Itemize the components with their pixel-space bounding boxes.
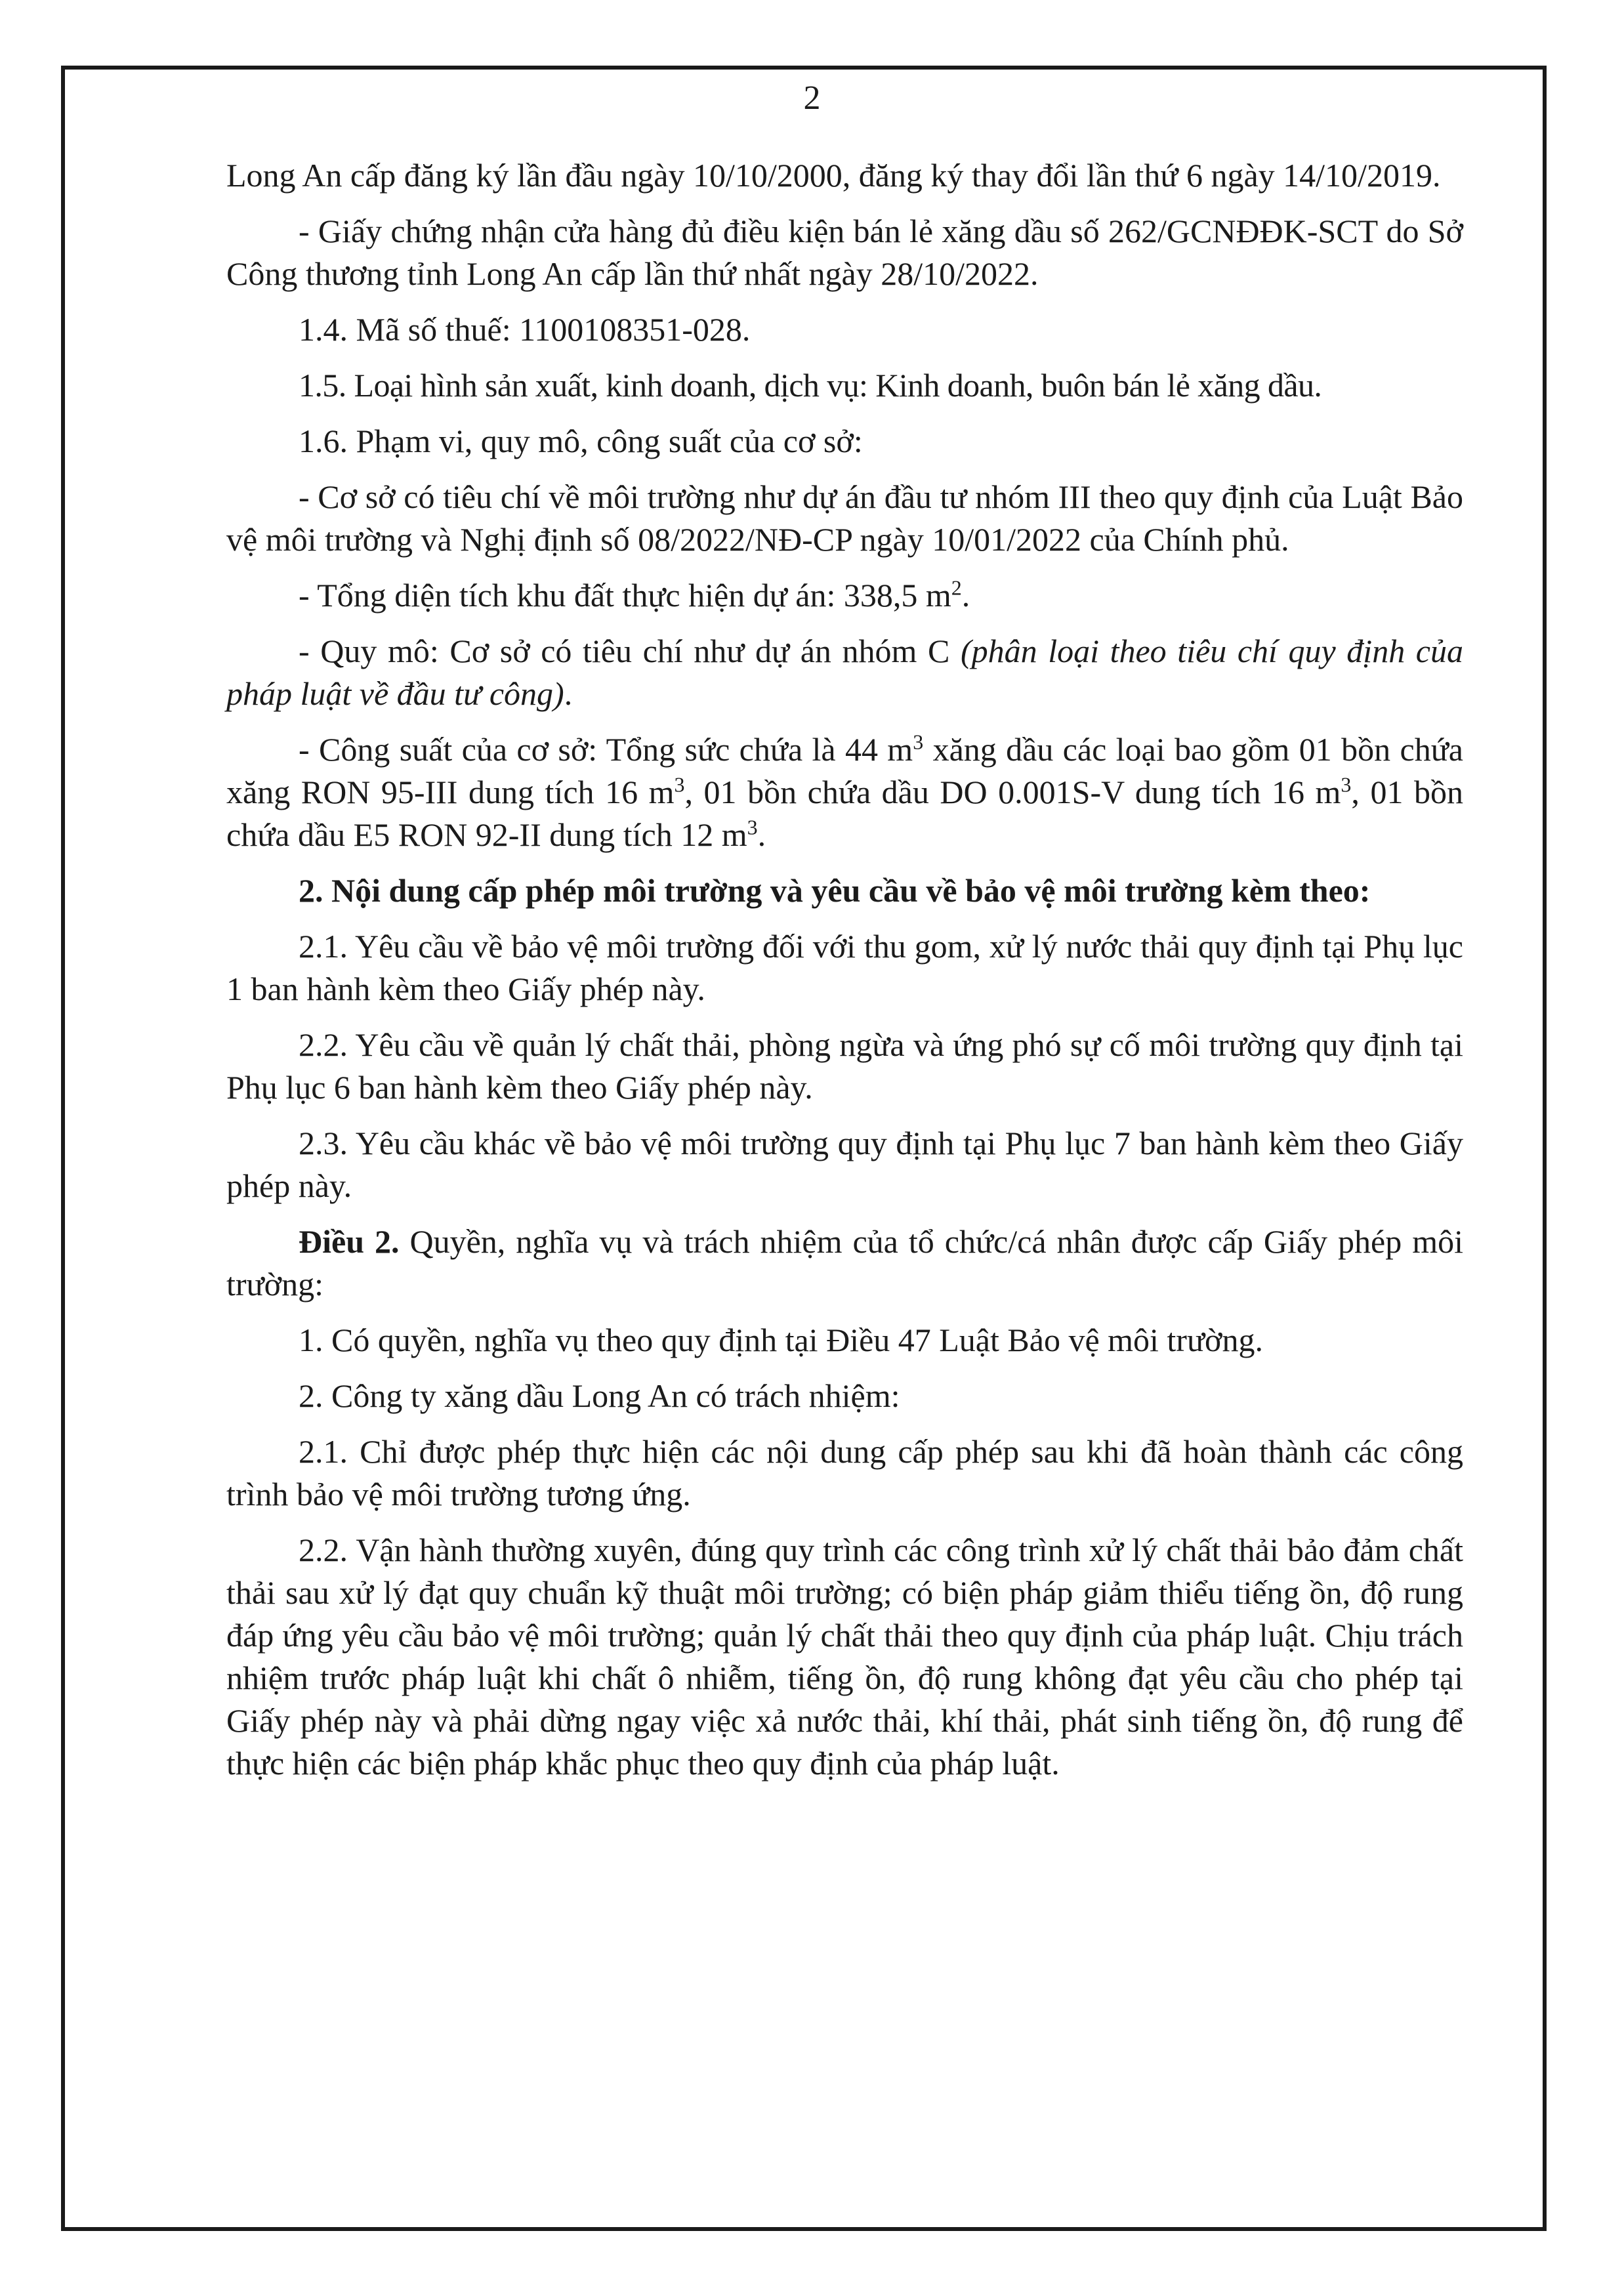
document-body xyxy=(226,154,1463,1798)
total-area-end: . xyxy=(961,577,970,614)
paragraph-waste-management-requirement: 2.2. Yêu cầu về quản lý chất thải, phòng ngừa và ứng phó sự cố môi trường quy định tại Phụ lục 6 ban hành kèm theo Giấy phép này. xyxy=(226,1026,1463,1106)
section-heading-permit-content: 2. Nội dung cấp phép môi trường và yêu cầu về bảo vệ môi trường kèm theo: xyxy=(299,872,1371,909)
paragraph-capacity xyxy=(226,728,1463,856)
paragraph-total-area xyxy=(226,574,1463,617)
paragraph-scope-heading: 1.6. Phạm vi, quy mô, công suất của cơ sở: xyxy=(299,423,863,459)
capacity-text-3: , 01 bồn chứa dầu DO 0.001S-V dung tích 16 m xyxy=(684,774,1341,810)
volume-superscript-2: 3 xyxy=(674,772,685,797)
paragraph-article-2 xyxy=(226,1220,1463,1306)
project-scale-italic-note: (phân loại theo tiêu chí quy định của pháp luật về đầu tư công) xyxy=(226,633,1463,712)
article-2-label: Điều 2. xyxy=(299,1223,400,1260)
capacity-text-4: , 01 bồn chứa dầu E5 RON 92-II dung tích 12 m xyxy=(226,774,1463,853)
paragraph-other-requirements: 2.3. Yêu cầu khác về bảo vệ môi trường quy định tại Phụ lục 7 ban hành kèm theo Giấy phép này. xyxy=(226,1125,1463,1204)
article-2-text: Quyền, nghĩa vụ và trách nhiệm của tổ chức/cá nhân được cấp Giấy phép môi trường: xyxy=(226,1223,1463,1303)
paragraph-wastewater-requirement: 2.1. Yêu cầu về bảo vệ môi trường đối với thu gom, xử lý nước thải quy định tại Phụ lục 1 ban hành kèm theo Giấy phép này. xyxy=(226,928,1463,1007)
paragraph-registration-continued: Long An cấp đăng ký lần đầu ngày 10/10/2000, đăng ký thay đổi lần thứ 6 ngày 14/10/2019. xyxy=(226,157,1441,194)
capacity-text-5: . xyxy=(757,816,766,853)
capacity-text-2: xăng dầu các loại bao gồm 01 bồn chứa xăng RON 95-III dung tích 16 m xyxy=(226,731,1463,810)
project-scale-text: - Quy mô: Cơ sở có tiêu chí như dự án nhóm C xyxy=(299,633,961,669)
paragraph-operation-responsibility: 2.2. Vận hành thường xuyên, đúng quy trình các công trình xử lý chất thải bảo đảm chất thải sau xử lý đạt quy chuẩn kỹ thuật môi trường; có biện pháp giảm thiểu tiếng ồn, độ rung đáp ứng yêu cầu bảo vệ môi trường; quản lý chất thải theo quy định của pháp luật. Chịu trách nhiệm trước pháp luật khi chất ô nhiễm, tiếng ồn, độ rung không đạt yêu cầu cho phép tại Giấy phép này và phải dừng ngay việc xả nước thải, khí thải, phát sinh tiếng ồn, độ rung để thực hiện các biện pháp khắc phục theo quy định của pháp luật. xyxy=(226,1532,1463,1782)
paragraph-rights-obligations: 1. Có quyền, nghĩa vụ theo quy định tại Điều 47 Luật Bảo vệ môi trường. xyxy=(299,1322,1263,1358)
paragraph-environment-criteria: - Cơ sở có tiêu chí về môi trường như dự án đầu tư nhóm III theo quy định của Luật Bảo vệ môi trường và Nghị định số 08/2022/NĐ-CP ngày 10/01/2022 của Chính phủ. xyxy=(226,478,1463,558)
page-number: 2 xyxy=(803,79,821,117)
area-unit-superscript: 2 xyxy=(951,575,962,600)
paragraph-company-responsibility: 2. Công ty xăng dầu Long An có trách nhiệm: xyxy=(299,1377,900,1414)
capacity-text-1: - Công suất của cơ sở: Tổng sức chứa là 44 m xyxy=(299,731,913,768)
volume-superscript-4: 3 xyxy=(747,815,758,839)
total-area-text: - Tổng diện tích khu đất thực hiện dự án: 338,5 m xyxy=(299,577,951,614)
paragraph-permitted-content: 2.1. Chỉ được phép thực hiện các nội dung cấp phép sau khi đã hoàn thành các công trình bảo vệ môi trường tương ứng. xyxy=(226,1433,1463,1512)
paragraph-business-type: 1.5. Loại hình sản xuất, kinh doanh, dịch vụ: Kinh doanh, buôn bán lẻ xăng dầu. xyxy=(299,367,1322,404)
volume-superscript-3: 3 xyxy=(1341,772,1352,797)
paragraph-project-scale xyxy=(226,630,1463,715)
paragraph-fuel-certificate: - Giấy chứng nhận cửa hàng đủ điều kiện bán lẻ xăng dầu số 262/GCNĐĐK-SCT do Sở Công thương tỉnh Long An cấp lần thứ nhất ngày 28/10/2022. xyxy=(226,213,1463,292)
volume-superscript-1: 3 xyxy=(913,730,924,754)
paragraph-tax-code: 1.4. Mã số thuế: 1100108351-028. xyxy=(299,311,751,348)
project-scale-end: . xyxy=(564,675,573,712)
